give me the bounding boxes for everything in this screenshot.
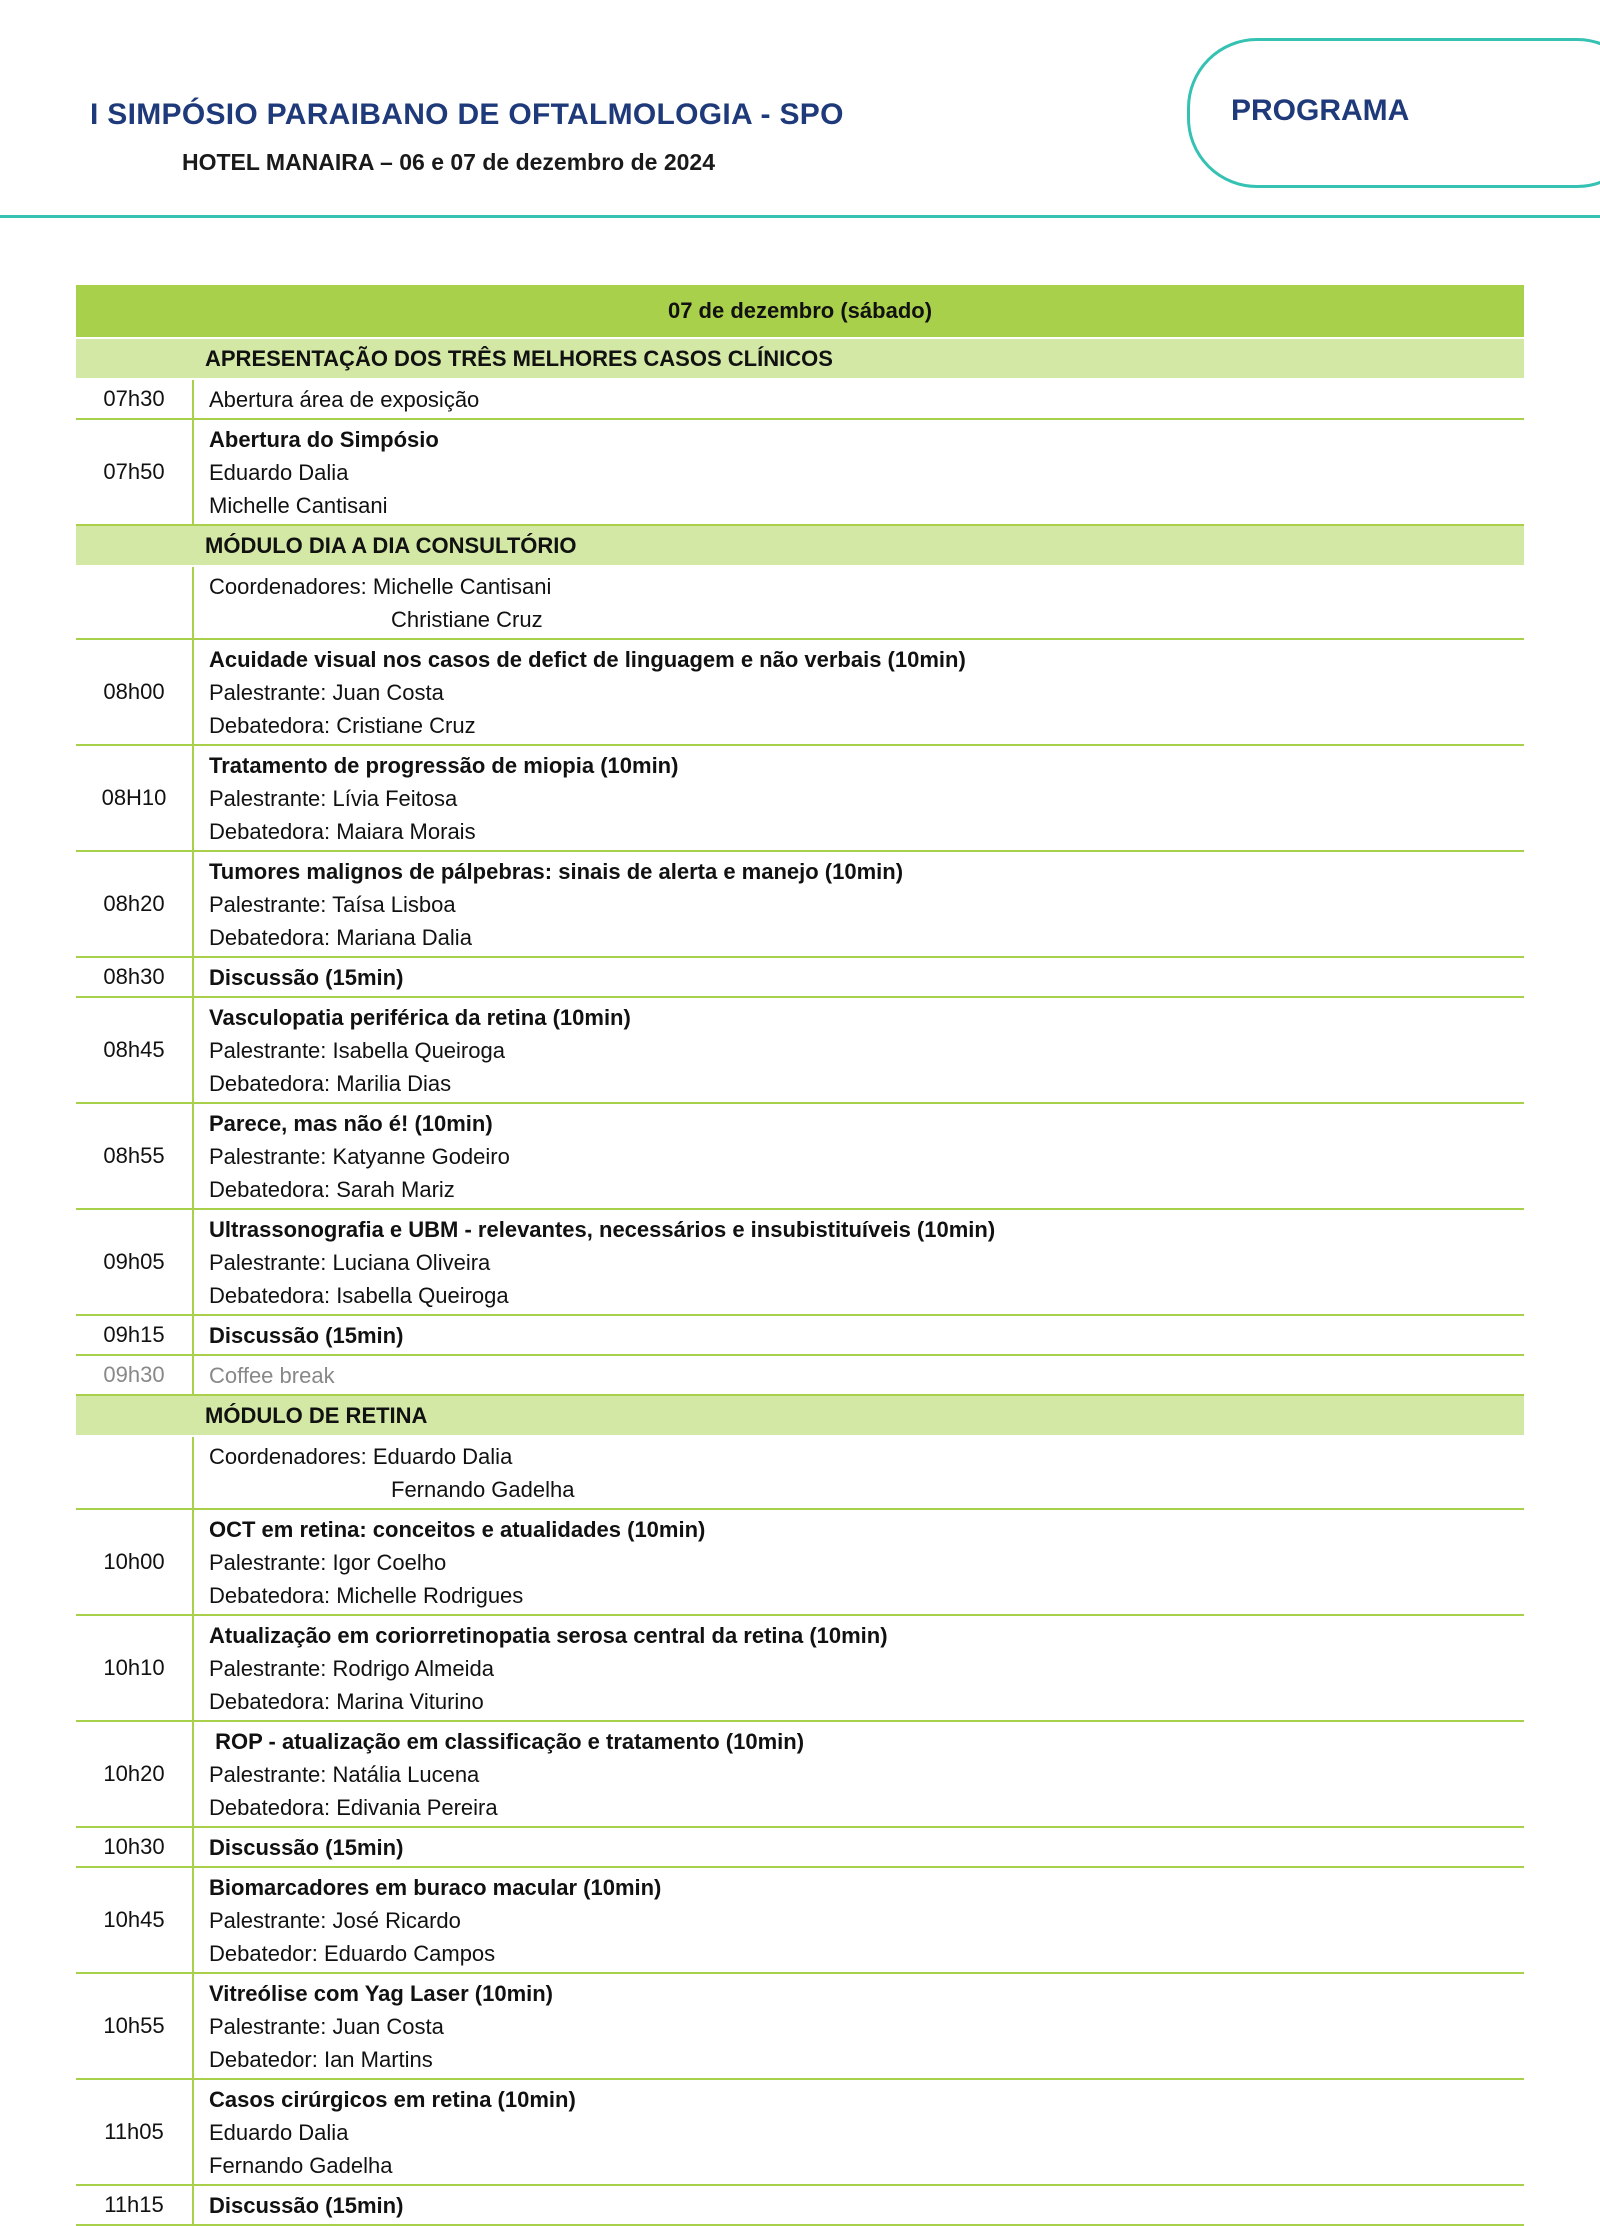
session-cell [194,1722,1524,1826]
time-cell: 10h20 [76,1722,194,1826]
session-title: Vitreólise com Yag Laser (10min) [209,1981,554,2006]
event-title: I SIMPÓSIO PARAIBANO DE OFTALMOLOGIA - SPO [90,98,844,131]
schedule-row [76,1722,1524,1828]
event-venue-date: HOTEL MANAIRA – 06 e 07 de dezembro de 2024 [182,149,716,175]
time-cell: 07h50 [76,420,194,524]
session-title: Discussão (15min) [209,2193,404,2218]
schedule-row [76,852,1524,958]
time-cell: 11h15 [76,2186,194,2224]
session-cell [194,1510,1524,1614]
module-header: APRESENTAÇÃO DOS TRÊS MELHORES CASOS CLÍNICOS [76,339,1524,380]
schedule-row [76,2080,1524,2186]
program-label: PROGRAMA [1231,94,1410,127]
session-cell [194,1616,1524,1720]
session-title: Acuidade visual nos casos de defict de linguagem e não verbais (10min) [209,647,966,672]
session-detail: Palestrante: Juan Costa [209,2014,444,2039]
session-detail: Palestrante: Rodrigo Almeida [209,1656,494,1681]
session-detail: Fernando Gadelha [391,1477,575,1502]
schedule-row [76,380,1524,420]
time-cell: 10h00 [76,1510,194,1614]
day-header: 07 de dezembro (sábado) [76,285,1524,339]
session-detail: Debatedora: Mariana Dalia [209,925,472,950]
schedule-row [76,1616,1524,1722]
session-detail: Debatedora: Maiara Morais [209,819,476,844]
schedule-row [76,746,1524,852]
time-cell: 09h15 [76,1316,194,1354]
session-cell [194,998,1524,1102]
header-divider [0,215,1600,218]
time-cell: 09h30 [76,1356,194,1394]
session-detail: Palestrante: Juan Costa [209,680,444,705]
session-detail: Abertura área de exposição [209,387,480,412]
session-title: Discussão (15min) [209,1323,404,1348]
time-cell: 09h05 [76,1210,194,1314]
module-header: MÓDULO DE RETINA [76,1396,1524,1437]
session-detail: Eduardo Dalia [209,460,349,485]
session-title: Tumores malignos de pálpebras: sinais de alerta e manejo (10min) [209,859,904,884]
schedule-row [76,1868,1524,1974]
session-title: Abertura do Simpósio [209,427,439,452]
session-detail: Debatedora: Sarah Mariz [209,1177,455,1202]
session-detail: Coordenadores: Eduardo Dalia [209,1444,513,1469]
session-cell [194,380,1524,418]
session-cell [194,746,1524,850]
schedule-row [76,1828,1524,1868]
session-cell [194,852,1524,956]
session-detail: Palestrante: Isabella Queiroga [209,1038,505,1063]
module-header: MÓDULO DIA A DIA CONSULTÓRIO [76,526,1524,567]
time-cell: 08h00 [76,640,194,744]
session-detail: Christiane Cruz [391,607,543,632]
session-cell [194,420,1524,524]
session-cell [194,1316,1524,1354]
session-detail: Palestrante: Luciana Oliveira [209,1250,491,1275]
session-detail: Eduardo Dalia [209,2120,349,2145]
schedule-row [76,1210,1524,1316]
session-cell [194,2186,1524,2224]
session-detail: Debatedora: Michelle Rodrigues [209,1583,524,1608]
session-detail: Debatedora: Marina Viturino [209,1689,484,1714]
session-detail: Coordenadores: Michelle Cantisani [209,574,552,599]
session-detail: Debatedor: Eduardo Campos [209,1941,496,1966]
time-cell: 10h10 [76,1616,194,1720]
schedule-row [76,2186,1524,2226]
session-cell [194,1828,1524,1866]
time-cell: 10h45 [76,1868,194,1972]
session-cell [194,640,1524,744]
schedule-row [76,1510,1524,1616]
time-cell: 08h20 [76,852,194,956]
time-cell: 08H10 [76,746,194,850]
session-cell [194,1868,1524,1972]
session-cell [194,1210,1524,1314]
session-detail: Debatedora: Edivania Pereira [209,1795,498,1820]
session-detail: Debatedora: Isabella Queiroga [209,1283,509,1308]
schedule-row [76,998,1524,1104]
session-title: Parece, mas não é! (10min) [209,1111,493,1136]
session-title: Discussão (15min) [209,1835,404,1860]
session-detail: Palestrante: José Ricardo [209,1908,461,1933]
session-title: ROP - atualização em classificação e tratamento (10min) [209,1729,805,1754]
session-detail: Palestrante: Lívia Feitosa [209,786,458,811]
schedule-row [76,1316,1524,1356]
time-cell: 08h45 [76,998,194,1102]
session-detail: Debatedora: Cristiane Cruz [209,713,476,738]
schedule-row [76,1356,1524,1396]
session-title: Biomarcadores em buraco macular (10min) [209,1875,662,1900]
session-detail: Michelle Cantisani [209,493,388,518]
session-cell [194,1437,1524,1508]
session-title: Vasculopatia periférica da retina (10min) [209,1005,631,1030]
session-cell [194,1974,1524,2078]
session-detail: Debatedor: Ian Martins [209,2047,433,2072]
session-detail: Palestrante: Natália Lucena [209,1762,480,1787]
session-cell [194,567,1524,638]
session-detail: Palestrante: Igor Coelho [209,1550,447,1575]
time-cell: 07h30 [76,380,194,418]
session-title: Tratamento de progressão de miopia (10min) [209,753,679,778]
schedule-row [76,958,1524,998]
time-cell: 10h55 [76,1974,194,2078]
session-detail: Fernando Gadelha [209,2153,393,2178]
time-cell: 08h30 [76,958,194,996]
time-cell: 11h05 [76,2080,194,2184]
session-detail: Coffee break [209,1363,335,1388]
session-title: OCT em retina: conceitos e atualidades (10min) [209,1517,706,1542]
session-cell [194,1104,1524,1208]
session-title: Ultrassonografia e UBM - relevantes, necessários e insubistituíveis (10min) [209,1217,996,1242]
schedule-table [76,285,1524,2226]
schedule-row [76,1437,1524,1510]
session-title: Atualização em coriorretinopatia serosa central da retina (10min) [209,1623,888,1648]
session-detail: Debatedora: Marilia Dias [209,1071,452,1096]
session-detail: Palestrante: Katyanne Godeiro [209,1144,510,1169]
time-cell [76,1437,194,1508]
schedule-row [76,567,1524,640]
time-cell: 10h30 [76,1828,194,1866]
session-cell [194,2080,1524,2184]
schedule-row [76,640,1524,746]
session-cell [194,1356,1524,1394]
schedule-row [76,420,1524,526]
session-title: Casos cirúrgicos em retina (10min) [209,2087,576,2112]
session-cell [194,958,1524,996]
time-cell [76,567,194,638]
session-detail: Palestrante: Taísa Lisboa [209,892,456,917]
schedule-row [76,1974,1524,2080]
schedule-row [76,1104,1524,1210]
time-cell: 08h55 [76,1104,194,1208]
session-title: Discussão (15min) [209,965,404,990]
